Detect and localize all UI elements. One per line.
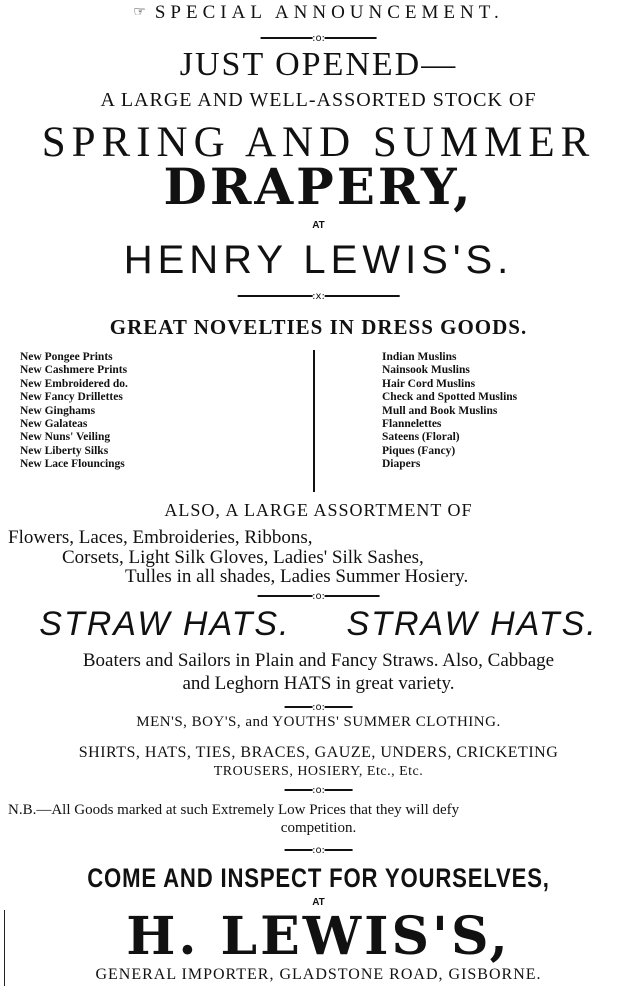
dress-goods-left-list	[20, 351, 300, 472]
spring-summer-heading: SPRING AND SUMMER	[41, 119, 596, 166]
clothing-line-1: SHIRTS, HATS, TIES, BRACES, GAUZE, UNDERS, CRICKETING	[78, 744, 559, 761]
straw-hats-right: STRAW HATS.	[346, 605, 598, 643]
announcement-title: SPECIAL ANNOUNCEMENT.	[154, 2, 504, 23]
assortment-line-3: Tulles in all shades, Ladies Summer Hosiery.	[125, 566, 469, 587]
divider-3: :o:	[257, 591, 380, 602]
list-item: Sateens (Floral)	[382, 431, 460, 444]
come-and-inspect-heading: COME AND INSPECT FOR YOURSELVES,	[87, 863, 550, 893]
just-opened-heading: JUST OPENED—	[179, 46, 458, 83]
list-item: New Lace Flouncings	[20, 458, 125, 471]
notice-line-2: competition.	[280, 820, 357, 836]
hats-line-1: Boaters and Sailors in Plain and Fancy Straws. Also, Cabbage	[82, 650, 555, 671]
dress-goods-right-list	[382, 351, 632, 472]
list-item: New Liberty Silks	[20, 444, 109, 457]
straw-hats-heading	[0, 605, 637, 644]
stock-line: A LARGE AND WELL-ASSORTED STOCK OF	[100, 89, 537, 111]
clothing-line-2: TROUSERS, HOSIERY, Etc., Etc.	[213, 764, 424, 779]
shop-name-footer: H. LEWIS'S,	[126, 906, 511, 967]
list-item: Diapers	[382, 458, 421, 471]
drapery-heading: DRAPERY,	[163, 157, 474, 216]
list-item: New Fancy Drillettes	[20, 391, 123, 404]
straw-hats-left: STRAW HATS.	[39, 605, 291, 643]
notice-line-1: N.B.—All Goods marked at such Extremely Low Prices that they will defy	[8, 802, 460, 818]
list-item: Check and Spotted Muslins	[382, 391, 518, 404]
list-item: New Cashmere Prints	[20, 364, 128, 377]
column-divider	[313, 350, 315, 492]
list-item: Hair Cord Muslins	[382, 377, 476, 390]
list-item: Indian Muslins	[382, 351, 457, 363]
list-item: New Embroidered do.	[20, 377, 128, 390]
list-item: New Galateas	[20, 418, 88, 431]
pointing-hand-icon: ☞	[133, 5, 151, 20]
divider-6: :o:	[284, 845, 353, 856]
shop-name: HENRY LEWIS'S.	[123, 238, 514, 282]
list-item: Mull and Book Muslins	[382, 404, 498, 417]
dress-goods-heading: GREAT NOVELTIES IN DRESS GOODS.	[109, 315, 528, 339]
list-item: New Nuns' Veiling	[20, 431, 111, 444]
column-edge-line	[4, 910, 5, 986]
clothing-heading: MEN'S, BOY'S, and YOUTHS' SUMMER CLOTHING.	[136, 714, 501, 730]
list-item: New Ginghams	[20, 404, 96, 417]
divider-5: :o:	[284, 785, 353, 796]
list-item: Nainsook Muslins	[382, 364, 470, 377]
list-item: New Pongee Prints	[20, 351, 113, 363]
at-label: AT	[312, 220, 325, 231]
at-label-footer: AT	[312, 897, 325, 908]
hats-line-2: and Leghorn HATS in great variety.	[182, 673, 455, 694]
divider-1: :o:	[260, 33, 377, 44]
assortment-heading: ALSO, A LARGE ASSORTMENT OF	[164, 500, 473, 520]
address-line: GENERAL IMPORTER, GLADSTONE ROAD, GISBORNE.	[95, 966, 542, 983]
divider-4: :o:	[284, 702, 353, 713]
list-item: Flannelettes	[382, 418, 442, 431]
assortment-line-2: Corsets, Light Silk Gloves, Ladies' Silk Sashes,	[62, 547, 424, 568]
divider-2: :x:	[237, 291, 400, 302]
special-announcement-heading	[0, 2, 637, 24]
list-item: Piques (Fancy)	[382, 444, 456, 457]
assortment-line-1: Flowers, Laces, Embroideries, Ribbons,	[8, 527, 313, 548]
